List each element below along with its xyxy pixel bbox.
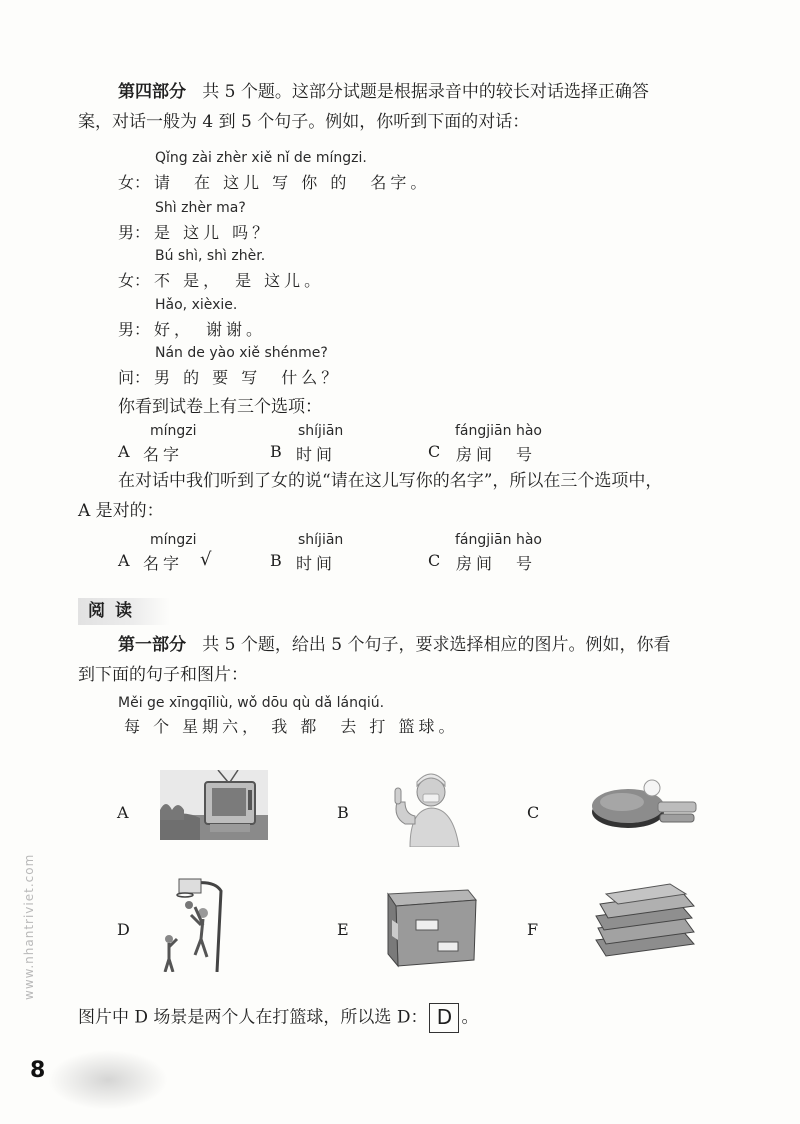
dialogue-text-4: 好， 谢谢。 [154, 320, 267, 339]
option-c-letter-answer: C [428, 551, 441, 570]
dialogue-pinyin-3: Bú shì, shì zhèr. [155, 248, 266, 264]
part4-heading: 第四部分 [118, 82, 186, 102]
dialogue-speaker-3: 女： [118, 271, 151, 290]
dialogue-text-1: 请 在 这儿 写 你 的 名字。 [154, 173, 431, 192]
option-a-text-answer: 名字 [143, 554, 184, 573]
ping-pong-paddle-icon [590, 772, 698, 842]
part4-intro-line2: 案，对话一般为 4 到 5 个句子。例如，你听到下面的对话： [78, 112, 530, 132]
dialogue-speaker-4: 男： [118, 320, 151, 339]
picture-e-letter: E [337, 920, 349, 939]
dialogue-speaker-1: 女： [118, 173, 151, 192]
dialogue-pinyin-5: Nán de yào xiě shénme? [155, 345, 328, 361]
option-a-letter-answer: A [118, 551, 130, 570]
picture-a-letter: A [117, 803, 129, 822]
dialogue-pinyin-4: Hǎo, xièxie. [155, 297, 238, 313]
explain-line1: 在对话中我们听到了女的说“请在这儿写你的名字”，所以在三个选项中， [118, 471, 663, 491]
reading-example-text: 每 个 星期六， 我 都 去 打 篮球。 [124, 717, 459, 736]
dialogue-speaker-2: 男： [118, 223, 151, 242]
dialogue-pinyin-2: Shì zhèr ma? [155, 200, 246, 216]
storage-box-icon [378, 880, 486, 968]
option-a-text: 名字 [143, 445, 184, 464]
picture-c-letter: C [527, 803, 540, 822]
picture-b-letter: B [337, 803, 349, 822]
nurse-icon [375, 762, 483, 847]
option-c-pinyin-answer: fángjiān hào [455, 532, 542, 548]
answer-box: D [429, 1003, 459, 1033]
explain-line2: A 是对的： [78, 501, 164, 521]
option-a-letter: A [118, 442, 130, 461]
dialogue-pinyin-1: Qǐng zài zhèr xiě nǐ de míngzi. [155, 150, 367, 166]
basketball-icon [155, 877, 263, 972]
option-b-pinyin: shíjiān [298, 423, 344, 439]
option-c-text: 房间 号 [456, 445, 537, 464]
books-stack-icon [590, 882, 698, 962]
option-c-text-answer: 房间 号 [456, 554, 537, 573]
reading-intro [118, 631, 758, 660]
part4-intro [118, 78, 758, 107]
option-a-pinyin-answer: míngzi [150, 532, 197, 548]
dialogue-text-5: 男 的 要 写 什么？ [154, 368, 342, 387]
option-a-pinyin: míngzi [150, 423, 197, 439]
option-c-letter: C [428, 442, 441, 461]
option-b-letter-answer: B [270, 551, 282, 570]
page-corner-shadow [48, 1050, 168, 1110]
reading-example-pinyin: Měi ge xīngqīliù, wǒ dōu qù dǎ lánqiú. [118, 695, 385, 711]
picture-f-letter: F [527, 920, 539, 939]
option-c-pinyin: fángjiān hào [455, 423, 542, 439]
options-intro: 你看到试卷上有三个选项： [118, 397, 322, 417]
option-b-text-answer: 时间 [296, 554, 337, 573]
reading-answer-text: 图片中 D 场景是两个人在打篮球，所以选 D： [78, 1007, 428, 1028]
picture-d-letter: D [117, 920, 130, 939]
option-b-letter: B [270, 442, 282, 461]
check-mark-icon: √ [200, 549, 212, 570]
reading-intro-line1: 共 5 个题，给出 5 个句子，要求选择相应的图片。例如，你看 [202, 635, 671, 655]
reading-section-label: 阅读 [78, 598, 170, 625]
reading-answer-line [78, 1003, 718, 1033]
option-b-text: 时间 [296, 445, 337, 464]
television-icon [160, 770, 268, 840]
dialogue-text-2: 是 这儿 吗？ [154, 223, 273, 242]
reading-heading: 第一部分 [118, 635, 186, 655]
reading-intro-line2: 到下面的句子和图片： [78, 665, 248, 685]
dialogue-text-3: 不 是， 是 这儿。 [154, 271, 325, 290]
dialogue-speaker-5: 问： [118, 368, 151, 387]
option-b-pinyin-answer: shíjiān [298, 532, 344, 548]
page-number: 8 [30, 1058, 46, 1083]
watermark: www.nhantriviet.com [22, 853, 36, 1000]
part4-intro-line1: 共 5 个题。这部分试题是根据录音中的较长对话选择正确答 [202, 82, 649, 102]
reading-answer-end: 。 [461, 1007, 479, 1028]
